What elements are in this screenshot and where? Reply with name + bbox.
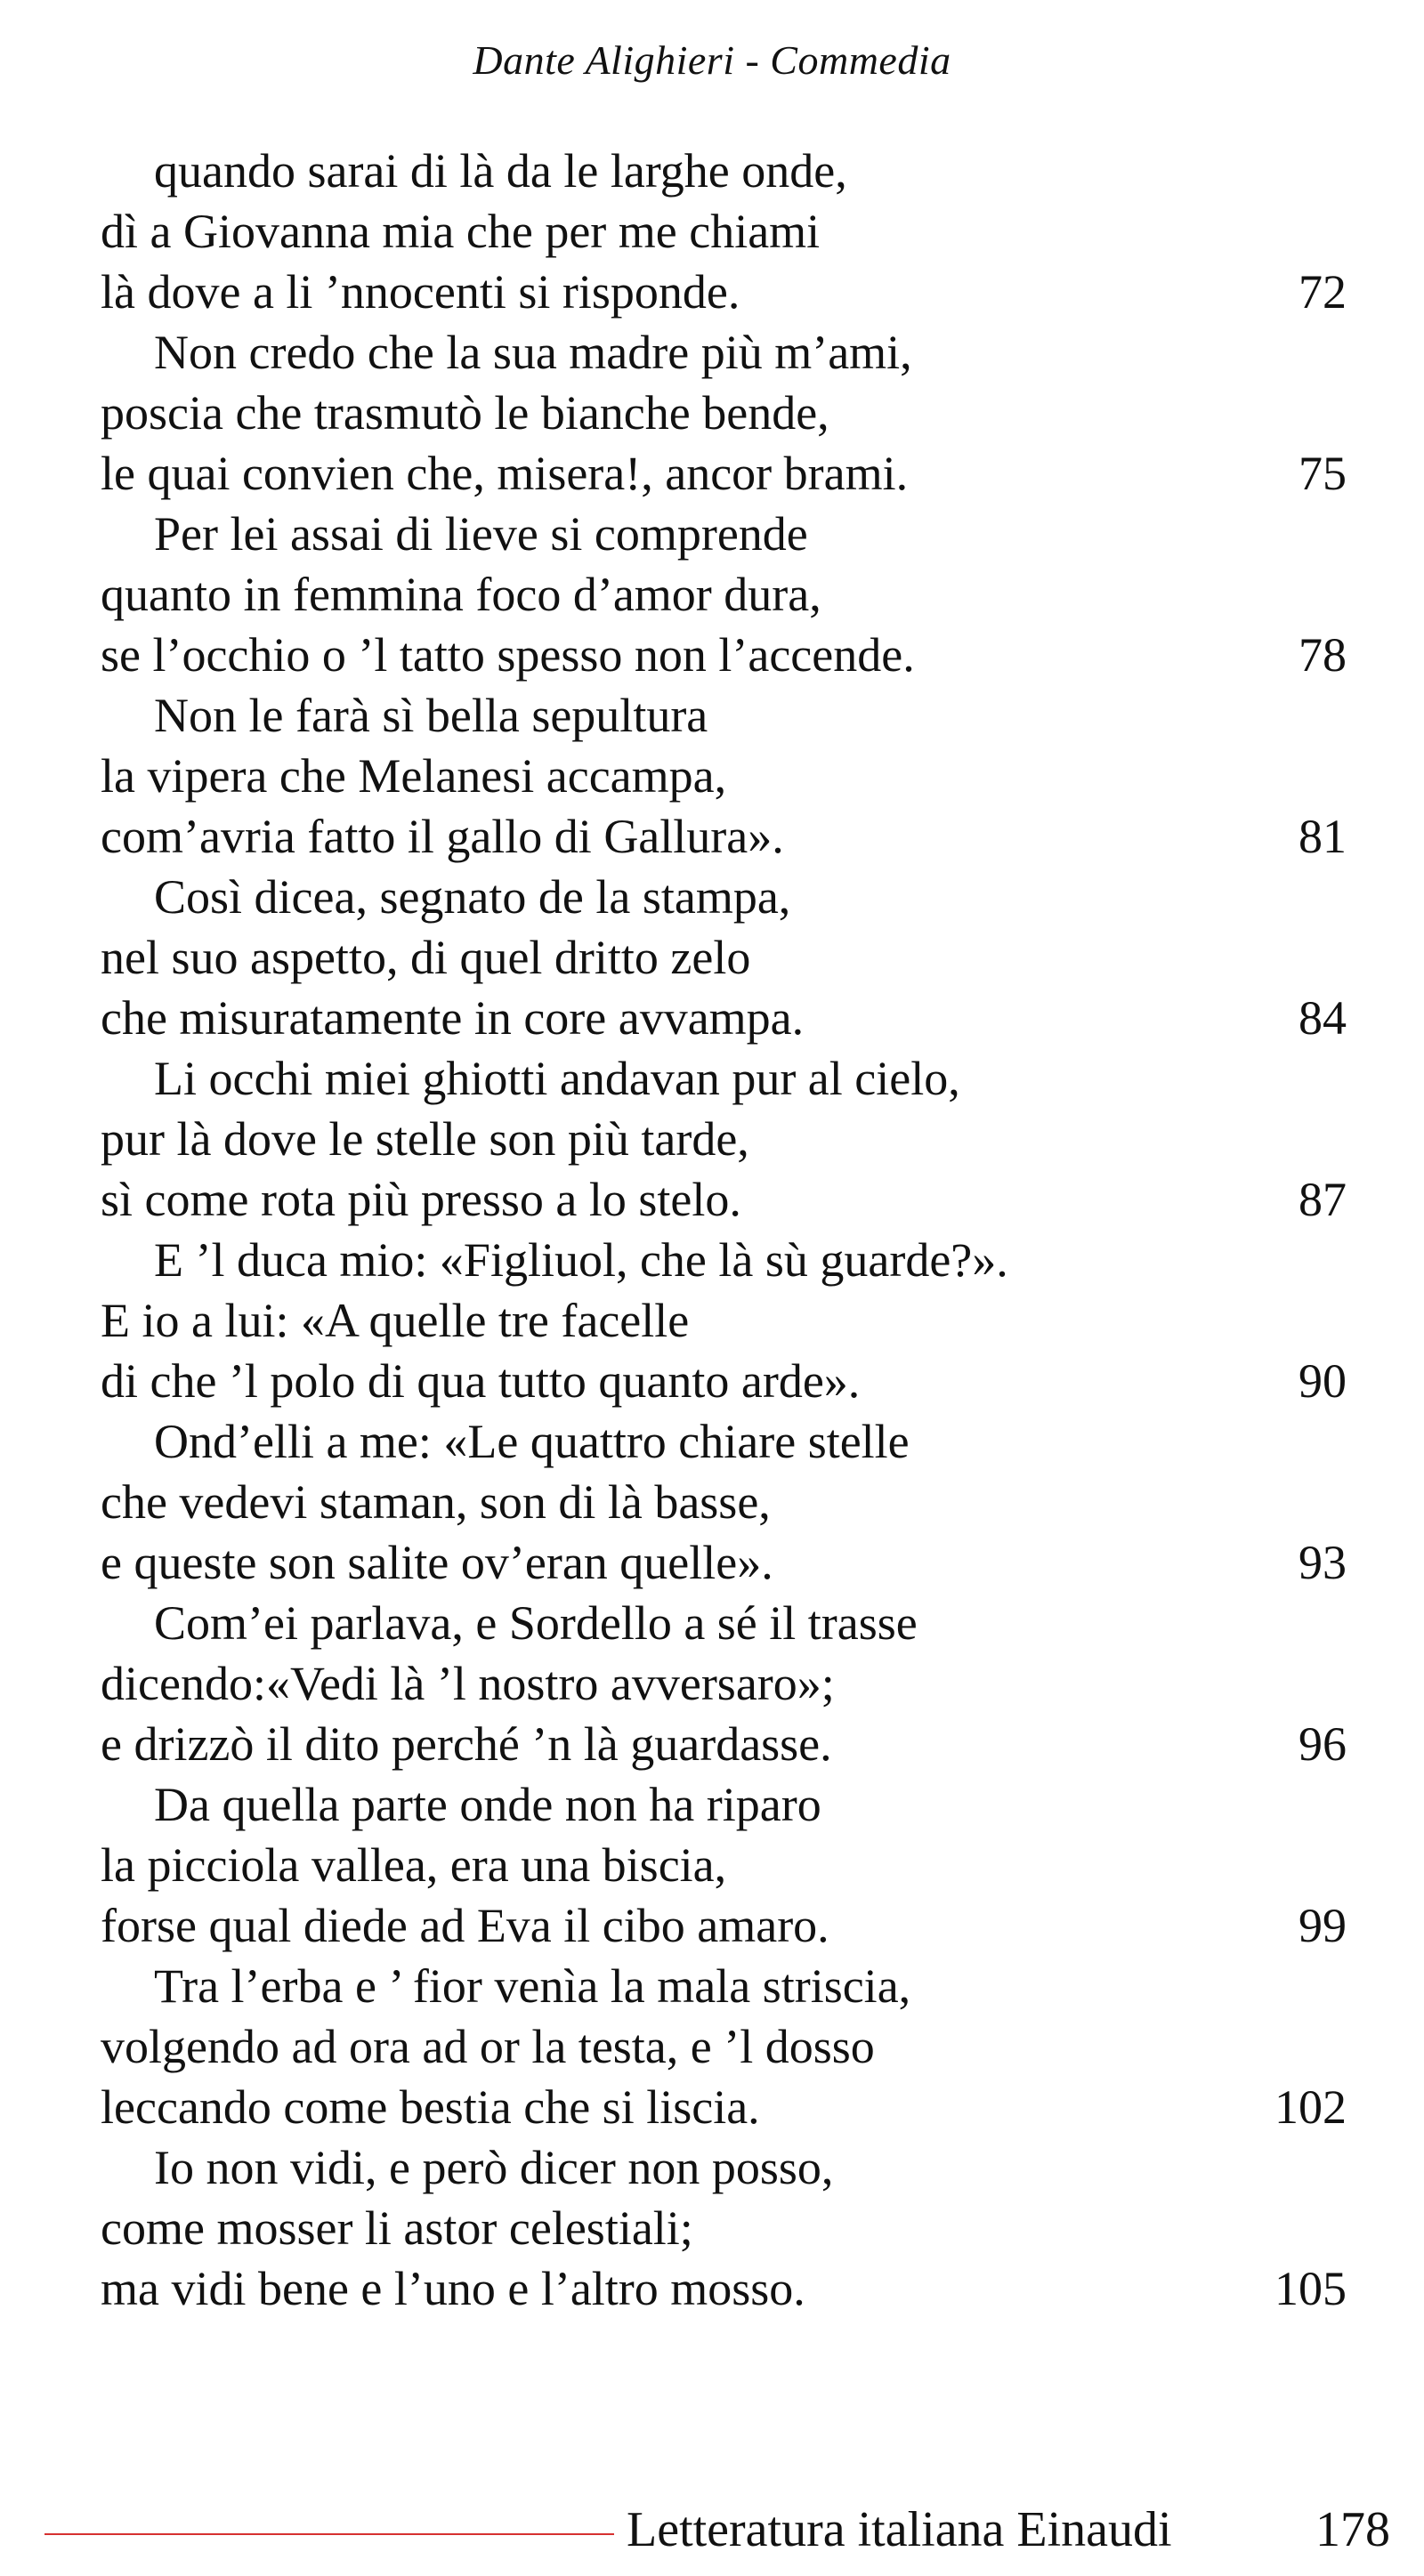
tercet	[101, 322, 1347, 504]
verse-text: ma vidi bene e l’uno e l’altro mosso.	[101, 2262, 805, 2315]
verse-line: dicendo:«Vedi là ’l nostro avversaro»;	[101, 1657, 835, 1710]
tercet	[101, 1048, 1347, 1230]
verse-line	[101, 443, 1347, 504]
footer-publisher: Letteratura italiana Einaudi	[627, 2502, 1172, 2557]
verse-number: 99	[1299, 1899, 1347, 1952]
verse-line: che vedevi staman, son di là basse,	[101, 1475, 771, 1529]
poem-text	[101, 141, 1347, 2319]
running-head: Dante Alighieri - Commedia	[473, 37, 951, 83]
verse-text: le quai convien che, misera!, ancor brami.	[101, 447, 909, 500]
tercet	[101, 685, 1347, 867]
verse-line: pur là dove le stelle son più tarde,	[101, 1112, 749, 1166]
verse-line: Com’ei parlava, e Sordello a sé il trasse	[154, 1596, 918, 1650]
tercet	[101, 2137, 1347, 2319]
verse-line: Io non vidi, e però dicer non posso,	[154, 2141, 834, 2194]
verse-number: 72	[1299, 265, 1347, 319]
verse-line: la picciola vallea, era una biscia,	[101, 1838, 727, 1892]
tercet	[101, 1774, 1347, 1956]
verse-line: come mosser li astor celestiali;	[101, 2201, 693, 2255]
page-number: 178	[1315, 2502, 1390, 2557]
verse-text: se l’occhio o ’l tatto spesso non l’accende.	[101, 628, 915, 682]
verse-number: 75	[1299, 447, 1347, 500]
verse-line: Da quella parte onde non ha riparo	[154, 1778, 821, 1831]
tercet	[101, 504, 1347, 685]
tercet	[101, 1956, 1347, 2137]
verse-line	[101, 1532, 1347, 1593]
verse-line	[101, 1714, 1347, 1774]
verse-line: Non le farà sì bella sepultura	[154, 689, 708, 742]
verse-line: Tra l’erba e ’ fior venìa la mala striscia,	[154, 1959, 911, 2013]
verse-line	[101, 2077, 1347, 2137]
verse-line	[101, 625, 1347, 685]
verse-number: 90	[1299, 1354, 1347, 1408]
verse-line	[101, 2258, 1347, 2319]
verse-line: nel suo aspetto, di quel dritto zelo	[101, 931, 751, 984]
verse-line: quanto in femmina foco d’amor dura,	[101, 568, 821, 621]
verse-text: sì come rota più presso a lo stelo.	[101, 1173, 741, 1226]
verse-text: leccando come bestia che si liscia.	[101, 2080, 760, 2134]
verse-number: 105	[1274, 2262, 1347, 2315]
verse-line	[101, 988, 1347, 1048]
verse-number: 96	[1299, 1717, 1347, 1771]
verse-line: Non credo che la sua madre più m’ami,	[154, 326, 912, 379]
verse-text: e queste son salite ov’eran quelle».	[101, 1536, 773, 1589]
verse-text: forse qual diede ad Eva il cibo amaro.	[101, 1899, 829, 1952]
verse-line	[101, 262, 1347, 322]
verse-line: dì a Giovanna mia che per me chiami	[101, 205, 821, 258]
verse-line: la vipera che Melanesi accampa,	[101, 749, 727, 803]
verse-line: E ’l duca mio: «Figliuol, che là sù guarde?».	[154, 1233, 1008, 1287]
verse-line	[101, 1351, 1347, 1411]
verse-text: là dove a li ’nnocenti si risponde.	[101, 265, 740, 319]
verse-number: 84	[1299, 991, 1347, 1045]
tercet	[101, 141, 1347, 322]
verse-number: 78	[1299, 628, 1347, 682]
verse-text: e drizzò il dito perché ’n là guardasse.	[101, 1717, 832, 1771]
verse-line: volgendo ad ora ad or la testa, e ’l dosso	[101, 2020, 875, 2073]
verse-line: poscia che trasmutò le bianche bende,	[101, 386, 829, 440]
verse-line: Così dicea, segnato de la stampa,	[154, 870, 791, 924]
verse-line	[101, 1895, 1347, 1956]
verse-number: 81	[1299, 810, 1347, 863]
verse-line	[101, 806, 1347, 867]
tercet	[101, 1593, 1347, 1774]
verse-number: 102	[1274, 2080, 1347, 2134]
verse-line: Ond’elli a me: «Le quattro chiare stelle	[154, 1415, 910, 1468]
verse-line: Li occhi miei ghiotti andavan pur al cielo,	[154, 1052, 960, 1105]
footer-rule	[44, 2533, 614, 2535]
verse-number: 93	[1299, 1536, 1347, 1589]
verse-number: 87	[1299, 1173, 1347, 1226]
verse-text: di che ’l polo di qua tutto quanto arde».	[101, 1354, 861, 1408]
verse-line: quando sarai di là da le larghe onde,	[154, 144, 847, 198]
tercet	[101, 867, 1347, 1048]
tercet	[101, 1411, 1347, 1593]
verse-line: Per lei assai di lieve si comprende	[154, 507, 808, 561]
verse-line	[101, 1169, 1347, 1230]
verse-text: com’avria fatto il gallo di Gallura».	[101, 810, 784, 863]
tercet	[101, 1230, 1347, 1411]
verse-line: E io a lui: «A quelle tre facelle	[101, 1294, 690, 1347]
verse-text: che misuratamente in core avvampa.	[101, 991, 805, 1045]
